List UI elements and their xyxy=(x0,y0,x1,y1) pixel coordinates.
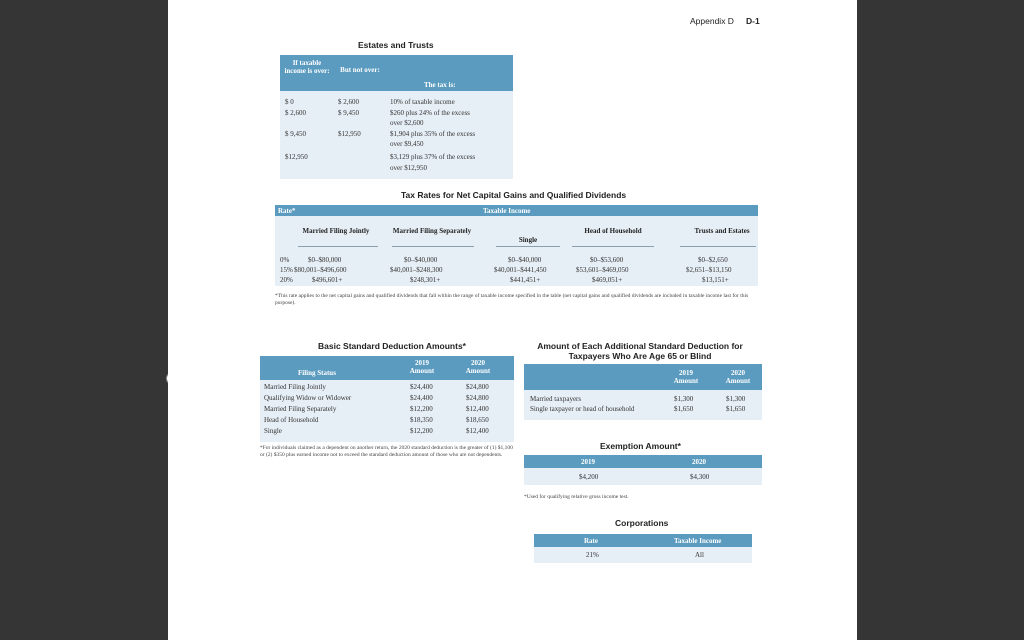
capgains-col-trusts: Trusts and Estates xyxy=(694,227,750,235)
viewer-right-margin xyxy=(857,0,1024,640)
basic-footnote: *For individuals claimed as a dependent on another return, the 2020 standard deduction is the greater of (1) $1,100 or (2) $350 plus earned income not to exceed the standard deduction amount of those who are not dependents. xyxy=(260,445,513,458)
estates-col-not-over: But not over: xyxy=(340,66,380,74)
capgains-col-mfs: Married Filing Separately xyxy=(392,227,472,235)
exemption-header-band xyxy=(524,455,762,468)
corporations-title: Corporations xyxy=(615,518,669,528)
additional-col-2020: 2020 Amount xyxy=(725,369,751,385)
exemption-title: Exemption Amount* xyxy=(600,441,681,451)
viewer-left-margin xyxy=(0,0,168,640)
exemption-body xyxy=(524,468,762,485)
exemption-value-2019: $4,200 xyxy=(579,473,599,481)
additional-title: Amount of Each Additional Standard Deduction for Taxpayers Who Are Age 65 or Blind xyxy=(537,341,743,361)
divider xyxy=(572,246,654,247)
basic-col-2020: 2020 Amount xyxy=(465,359,491,375)
divider xyxy=(392,246,474,247)
estates-col-over: If taxable income is over: xyxy=(284,59,330,75)
estates-title: Estates and Trusts xyxy=(358,40,434,50)
estates-col-tax: The tax is: xyxy=(424,81,456,89)
divider xyxy=(496,246,560,247)
corporations-body xyxy=(534,547,752,563)
corporations-col-rate: Rate xyxy=(584,537,598,545)
additional-col-2019: 2019 Amount xyxy=(673,369,699,385)
basic-col-status: Filing Status xyxy=(298,369,336,377)
corporations-income-value: All xyxy=(695,551,704,559)
document-page: Appendix D D-1 Estates and Trusts If taxable income is over: But not over: The tax is: $ 0 $ 2,600 10% of taxable income $ 2,600 $ 9,450 $260 plus 24% of the excess over $2,600 $ 9,450 $12,950 $1,904 plus 35% of the excess over $9,450 $12,950 $3,129 plus 37% of the excess over $12,950 Tax Rates for Net Capital Gains and Qualified Dividends Rate* Taxable Income Married Filing Jointly Married Filing Separately Single Head of Household Trusts and Estates 0% $0–$80,000 $0–$40,000 $0–$40,000 $0–$53,600 $0–$2,650 15% $80,001–$496,600 $40,001–$248,300 $40,001–$441,450 $53,601–$469,050 $2,651–$13,150 20% $496,601+ $248,301+ $441,451+ $469,051+ $13,151+ *This rate applies to the net capital gains and qualified dividends that fall within the range of taxable income specified in the table (net capital gains and qualified dividends are included in taxable income last for this purpose). Basic Standard Deduction Amounts* Filing Status 2019 Amount 2020 Amount Married Filing Jointly $24,400 $24,800 Qualifying Widow or Widower $24,400 $24,800 Married Filing Separately $12,200 $12,400 Head of Household $18,350 $18,650 Single $12,200 $12,400 *For individuals claimed as a dependent on another return, the 2020 standard deduction is the greater of (1) $1,100 or (2) $350 plus earned income not to exceed the standard deduction amount of those who are not dependents. Amount of Each Additional Standard Deduction for Taxpayers Who Are Age 65 or Blind 2019 Amount 2020 Amount Married taxpayers $1,300 $1,300 Single taxpayer or head of household $1,650 $1,650 Exemption Amount* 2019 2020 $4,200 $4,300 *Used for qualifying relative gross income test. Corporations Rate Taxable Income 21% All xyxy=(168,0,857,640)
basic-col-2019: 2019 Amount xyxy=(409,359,435,375)
capgains-title: Tax Rates for Net Capital Gains and Qualified Dividends xyxy=(401,190,627,200)
divider xyxy=(298,246,378,247)
capgains-footnote: *This rate applies to the net capital gains and qualified dividends that fall within the range of taxable income specified in the table (net capital gains and qualified dividends are included in taxable income last for this purpose). xyxy=(275,293,749,306)
divider xyxy=(680,246,756,247)
page-number: D-1 xyxy=(746,16,760,26)
capgains-col-hoh: Head of Household xyxy=(584,227,642,235)
basic-title: Basic Standard Deduction Amounts* xyxy=(318,341,466,351)
corporations-rate-value: 21% xyxy=(586,551,599,559)
exemption-value-2020: $4,300 xyxy=(690,473,710,481)
corporations-col-income: Taxable Income xyxy=(674,537,722,545)
exemption-col-2019: 2019 xyxy=(581,458,595,466)
exemption-col-2020: 2020 xyxy=(692,458,706,466)
capgains-rate-header: Rate* xyxy=(278,207,296,215)
capgains-col-mfj: Married Filing Jointly xyxy=(302,227,370,235)
appendix-label: Appendix D xyxy=(690,16,734,26)
capgains-income-header: Taxable Income xyxy=(483,207,531,215)
capgains-col-single: Single xyxy=(518,236,538,244)
exemption-footnote: *Used for qualifying relative gross income test. xyxy=(524,494,629,500)
